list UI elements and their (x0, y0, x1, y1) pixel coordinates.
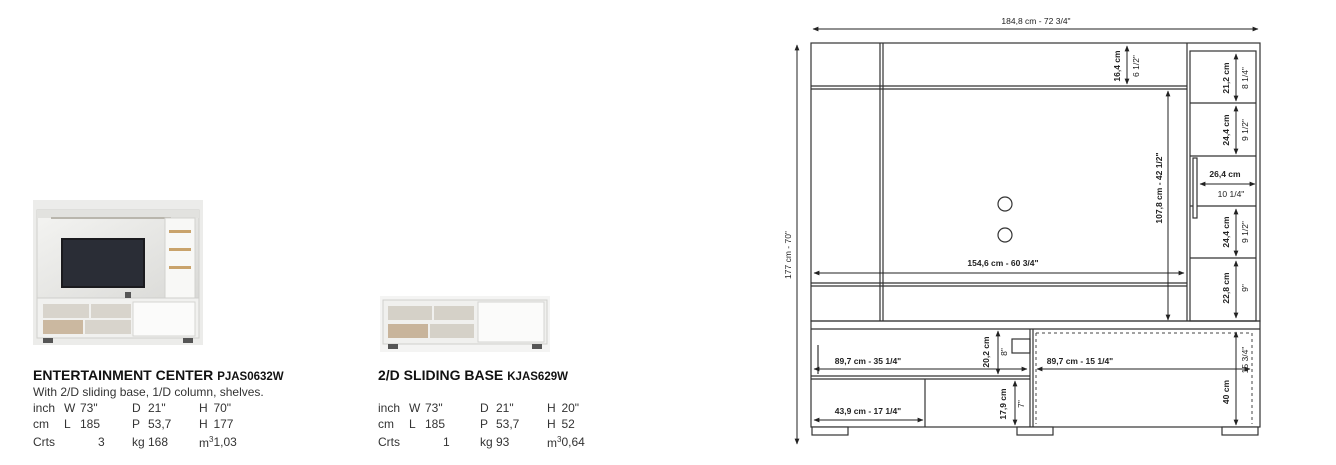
base-lower-cm-label: 17,9 cm (998, 388, 1008, 420)
spec-cell: 93 (496, 434, 510, 449)
spec-cell: Crts (378, 434, 400, 449)
spec-cell: P (132, 417, 141, 431)
spec-cell: 73" (80, 401, 98, 415)
spec-cell: 21" (148, 401, 166, 415)
top-panel-cm-label: 16,4 cm (1112, 50, 1122, 82)
spec-cell: 20" (561, 401, 580, 415)
spec-cell: cm (33, 417, 49, 431)
overall-height-label: 177 cm - 70" (783, 231, 793, 279)
tv-panel-width-label: 154,6 cm - 60 3/4" (967, 258, 1039, 268)
base-lower-in-label: 7" (1016, 400, 1026, 408)
spec-cell: kg (480, 434, 493, 449)
shelf-1-in-label: 8 1/4" (1240, 67, 1250, 89)
base-height-cm-label: 40 cm (1221, 379, 1231, 405)
product-description: With 2/D sliding base, 1/D column, shelves. (33, 385, 264, 399)
shelf-4-in-label: 9 1/2" (1240, 221, 1250, 243)
spec-cell: D (132, 401, 141, 415)
product-name: 2/D SLIDING BASE (378, 367, 504, 383)
spec-cell: H (199, 417, 208, 431)
spec-cell: 53,7 (496, 417, 520, 431)
base-shelf-width-label: 43,9 cm - 17 1/4" (834, 406, 902, 416)
spec-cell: $m^3$ (199, 435, 214, 450)
base-height-in-label: 15 3/4" (1240, 346, 1250, 374)
spec-cell: W (409, 401, 421, 415)
spec-cell: cm (378, 417, 394, 431)
spec-cell: 21" (496, 401, 514, 415)
spec-cell: W (64, 401, 76, 415)
product-code: KJAS629W (507, 371, 568, 383)
spec-cell: D (480, 401, 489, 415)
base-upper-in-label: 8" (999, 348, 1009, 356)
spec-cell: 1,03 (213, 434, 237, 449)
base-right-width-label: 89,7 cm - 15 1/4" (1046, 356, 1114, 366)
shelf-3-cm-label: 26,4 cm (1209, 169, 1241, 179)
product-name: ENTERTAINMENT CENTER (33, 367, 214, 383)
spec-cell: 185 (425, 417, 446, 431)
spec-cell: 73" (425, 401, 443, 415)
spec-cell: inch (33, 401, 56, 415)
tv-panel-height-label: 107,8 cm - 42 1/2" (1154, 152, 1164, 224)
spec-cell: kg (132, 434, 145, 449)
shelf-3-in-label: 10 1/4" (1217, 189, 1245, 199)
spec-cell: 53,7 (148, 417, 172, 431)
base-left-width-label: 89,7 cm - 35 1/4" (834, 356, 902, 366)
overall-width-label: 184,8 cm - 72 3/4" (1001, 16, 1071, 26)
spec-cell: L (64, 417, 71, 431)
shelf-2-in-label: 9 1/2" (1240, 119, 1250, 141)
spec-cell: inch (378, 401, 401, 415)
base-upper-cm-label: 20,2 cm (981, 336, 991, 368)
shelf-5-in-label: 9" (1240, 284, 1250, 292)
spec-cell: H (199, 401, 208, 415)
shelf-2-cm-label: 24,4 cm (1221, 114, 1231, 146)
shelf-1-cm-label: 21,2 cm (1221, 62, 1231, 94)
shelf-4-cm-label: 24,4 cm (1221, 216, 1231, 248)
spec-cell: 3 (98, 434, 105, 449)
spec-cell: 177 (213, 417, 234, 431)
spec-cell: 185 (80, 417, 101, 431)
spec-cell: H (547, 417, 556, 431)
spec-cell: 1 (443, 434, 450, 449)
spec-cell: Crts (33, 434, 55, 449)
spec-cell: $m^3$ (547, 435, 562, 450)
spec-cell: P (480, 417, 489, 431)
product-code: PJAS0632W (217, 371, 284, 383)
top-panel-in-label: 6 1/2" (1131, 55, 1141, 77)
spec-cell: 52 (561, 417, 575, 431)
spec-cell: L (409, 417, 416, 431)
spec-cell: 168 (148, 434, 169, 449)
spec-cell: H (547, 401, 556, 415)
spec-cell: 70" (213, 401, 232, 415)
spec-cell: 0,64 (561, 434, 585, 449)
shelf-5-cm-label: 22,8 cm (1221, 272, 1231, 304)
